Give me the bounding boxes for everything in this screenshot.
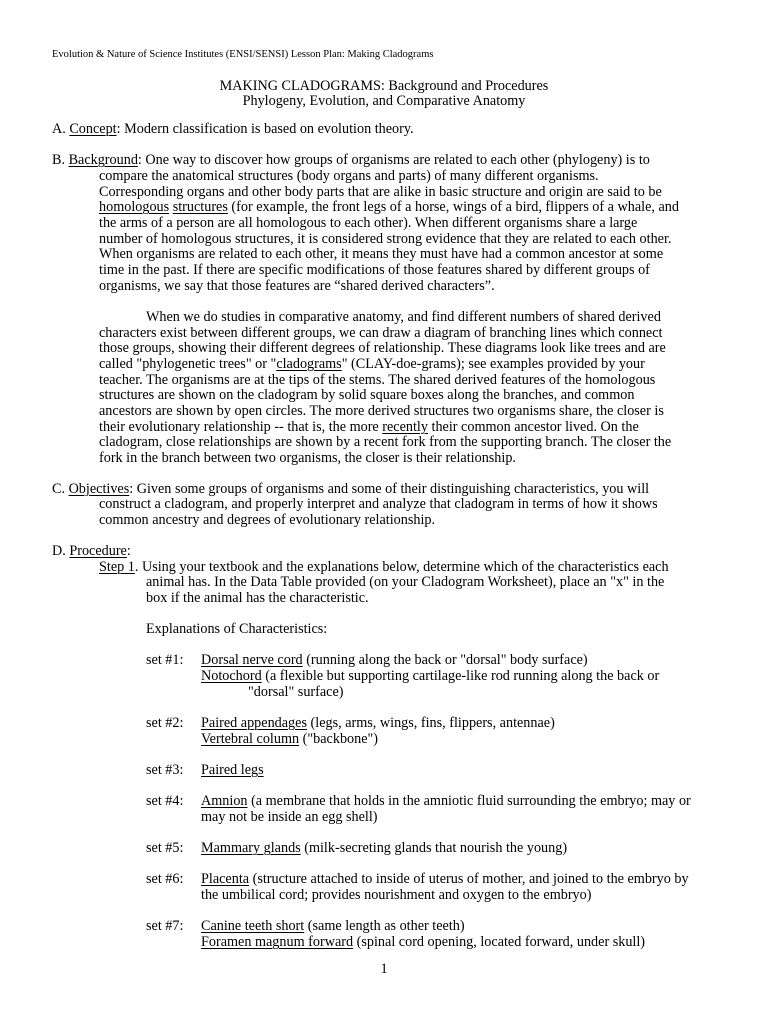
objectives-line: common ancestry and degrees of evolutionary relationship. (99, 512, 436, 528)
term-description: (a flexible but supporting cartilage-like rod running along the back or (261, 668, 660, 684)
term-description: (same length as other teeth) (304, 918, 465, 934)
term-description: (running along the back or "dorsal" body surface) (302, 652, 588, 668)
document-subtitle: Phylogeny, Evolution, and Comparative Anatomy (242, 93, 526, 109)
background-line: cladogram, close relationships are shown by a recent fork from the supporting branch. The closer the (99, 434, 672, 450)
background-line: Corresponding organs and other body parts that are alike in basic structure and origin are said to be (99, 184, 662, 200)
term-foramen-magnum-forward: Foramen magnum forward (201, 934, 354, 950)
background-line: ancestors are shown by open circles. The more derived structures two organisms share, the closer is (99, 403, 664, 419)
term-description: (a membrane that holds in the amniotic fluid surrounding the embryo; may or (247, 793, 691, 809)
set-item-continuation: the umbilical cord; provides nourishment and oxygen to the embryo) (201, 887, 592, 903)
term-description: (structure attached to inside of uterus of mother, and joined to the embryo by (249, 871, 689, 887)
set-item (201, 841, 567, 857)
procedure-heading-line (52, 544, 131, 560)
term-dorsal-nerve-cord: Dorsal nerve cord (201, 652, 303, 668)
set-item (201, 763, 264, 779)
set-item (201, 732, 378, 748)
term-description: (milk-secreting glands that nourish the young) (300, 840, 568, 856)
set-label: set #6: (146, 871, 184, 887)
set-label: set #3: (146, 762, 184, 778)
term-paired-appendages: Paired appendages (201, 715, 307, 731)
background-text: their evolutionary relationship -- that is, the more (99, 419, 383, 435)
colon: : (126, 543, 131, 559)
background-text: " (CLAY-doe-grams); see examples provided by your (341, 356, 645, 372)
background-line: those groups, showing their different degrees of relationship. These diagrams look like trees and are (99, 340, 666, 356)
set-item (201, 653, 588, 669)
set-label: set #1: (146, 652, 184, 668)
background-line: characters exist between different groups, we can draw a diagram of branching lines which connect (99, 325, 663, 341)
section-marker: C. (52, 481, 69, 497)
term-structures: structures (172, 199, 228, 215)
set-label: set #2: (146, 715, 184, 731)
set-item (201, 872, 689, 888)
background-line: fork in the branch between two organisms, the closer is their relationship. (99, 450, 516, 466)
background-line: When we do studies in comparative anatomy, and find different numbers of shared derived (146, 309, 661, 325)
section-marker: B. (52, 152, 69, 168)
set-item (201, 716, 555, 732)
term-description: (legs, arms, wings, fins, flippers, antennae) (306, 715, 555, 731)
section-marker: A. (52, 121, 70, 137)
objectives-line: construct a cladogram, and properly interpret and analyze that cladogram in terms of how it shows (99, 496, 658, 512)
background-line: the arms of a person are all homologous to each other). When different organisms share a large (99, 215, 638, 231)
background-heading: Background (68, 152, 138, 168)
step-line: animal has. In the Data Table provided (on your Cladogram Worksheet), place an "x" in the (146, 574, 665, 590)
background-line: number of homologous structures, it is considered strong evidence that they are related to each other. (99, 231, 672, 247)
background-line (99, 200, 679, 216)
set-item (201, 919, 465, 935)
objectives-text: : Given some groups of organisms and some of their distinguishing characteristics, you will (129, 481, 650, 497)
set-item (201, 794, 691, 810)
term-description: ("backbone") (299, 731, 379, 747)
concept-heading: Concept (69, 121, 117, 137)
procedure-heading: Procedure (69, 543, 127, 559)
term-amnion: Amnion (201, 793, 248, 809)
term-placenta: Placenta (201, 871, 250, 887)
background-text: : One way to discover how groups of organisms are related to each other (phylogeny) is to (137, 152, 650, 168)
term-recently: recently (382, 419, 428, 435)
step-1-label: Step 1 (99, 559, 135, 575)
running-header: Evolution & Nature of Science Institutes (ENSI/SENSI) Lesson Plan: Making Cladograms (52, 49, 434, 60)
term-cladograms: cladograms (276, 356, 342, 372)
set-item (201, 669, 659, 685)
term-notochord: Notochord (201, 668, 262, 684)
background-line: time in the past. If there are specific modifications of those features shared by different groups of (99, 262, 650, 278)
set-label: set #7: (146, 918, 184, 934)
concept-section (52, 122, 414, 138)
background-line: compare the anatomical structures (body organs and parts) of many different organisms. (99, 168, 599, 184)
background-line: organisms, we say that those features are “shared derived characters”. (99, 278, 495, 294)
background-line: structures are shown on the cladogram by solid square boxes along the branches, and common (99, 387, 635, 403)
step-line: box if the animal has the characteristic. (146, 590, 369, 606)
term-vertebral-column: Vertebral column (201, 731, 300, 747)
set-item-continuation: "dorsal" surface) (248, 684, 344, 700)
concept-text: : Modern classification is based on evolution theory. (116, 121, 414, 137)
explanations-heading: Explanations of Characteristics: (146, 621, 328, 637)
set-item-continuation: may not be inside an egg shell) (201, 809, 378, 825)
term-paired-legs: Paired legs (201, 762, 264, 778)
set-item (201, 935, 645, 951)
background-line (52, 153, 650, 169)
background-line: teacher. The organisms are at the tips of the stems. The shared derived features of the homologous (99, 372, 656, 388)
background-text: their common ancestor lived. On the (427, 419, 639, 435)
term-canine-teeth-short: Canine teeth short (201, 918, 305, 934)
section-marker: D. (52, 543, 70, 559)
term-homologous: homologous (99, 199, 170, 215)
background-text: (for example, the front legs of a horse, wings of a bird, flippers of a whale, and (227, 199, 679, 215)
set-label: set #5: (146, 840, 184, 856)
objectives-heading: Objectives (68, 481, 130, 497)
term-mammary-glands: Mammary glands (201, 840, 301, 856)
step-text: . Using your textbook and the explanations below, determine which of the characteristics each (134, 559, 669, 575)
set-label: set #4: (146, 793, 184, 809)
background-line (99, 357, 645, 373)
document-title: MAKING CLADOGRAMS: Background and Procedures (219, 78, 549, 94)
background-line: When organisms are related to each other, it means they must have had a common ancestor at some (99, 246, 664, 262)
background-text: called "phylogenetic trees" or " (99, 356, 277, 372)
page-number: 1 (380, 961, 388, 977)
term-description: (spinal cord opening, located forward, under skull) (353, 934, 646, 950)
